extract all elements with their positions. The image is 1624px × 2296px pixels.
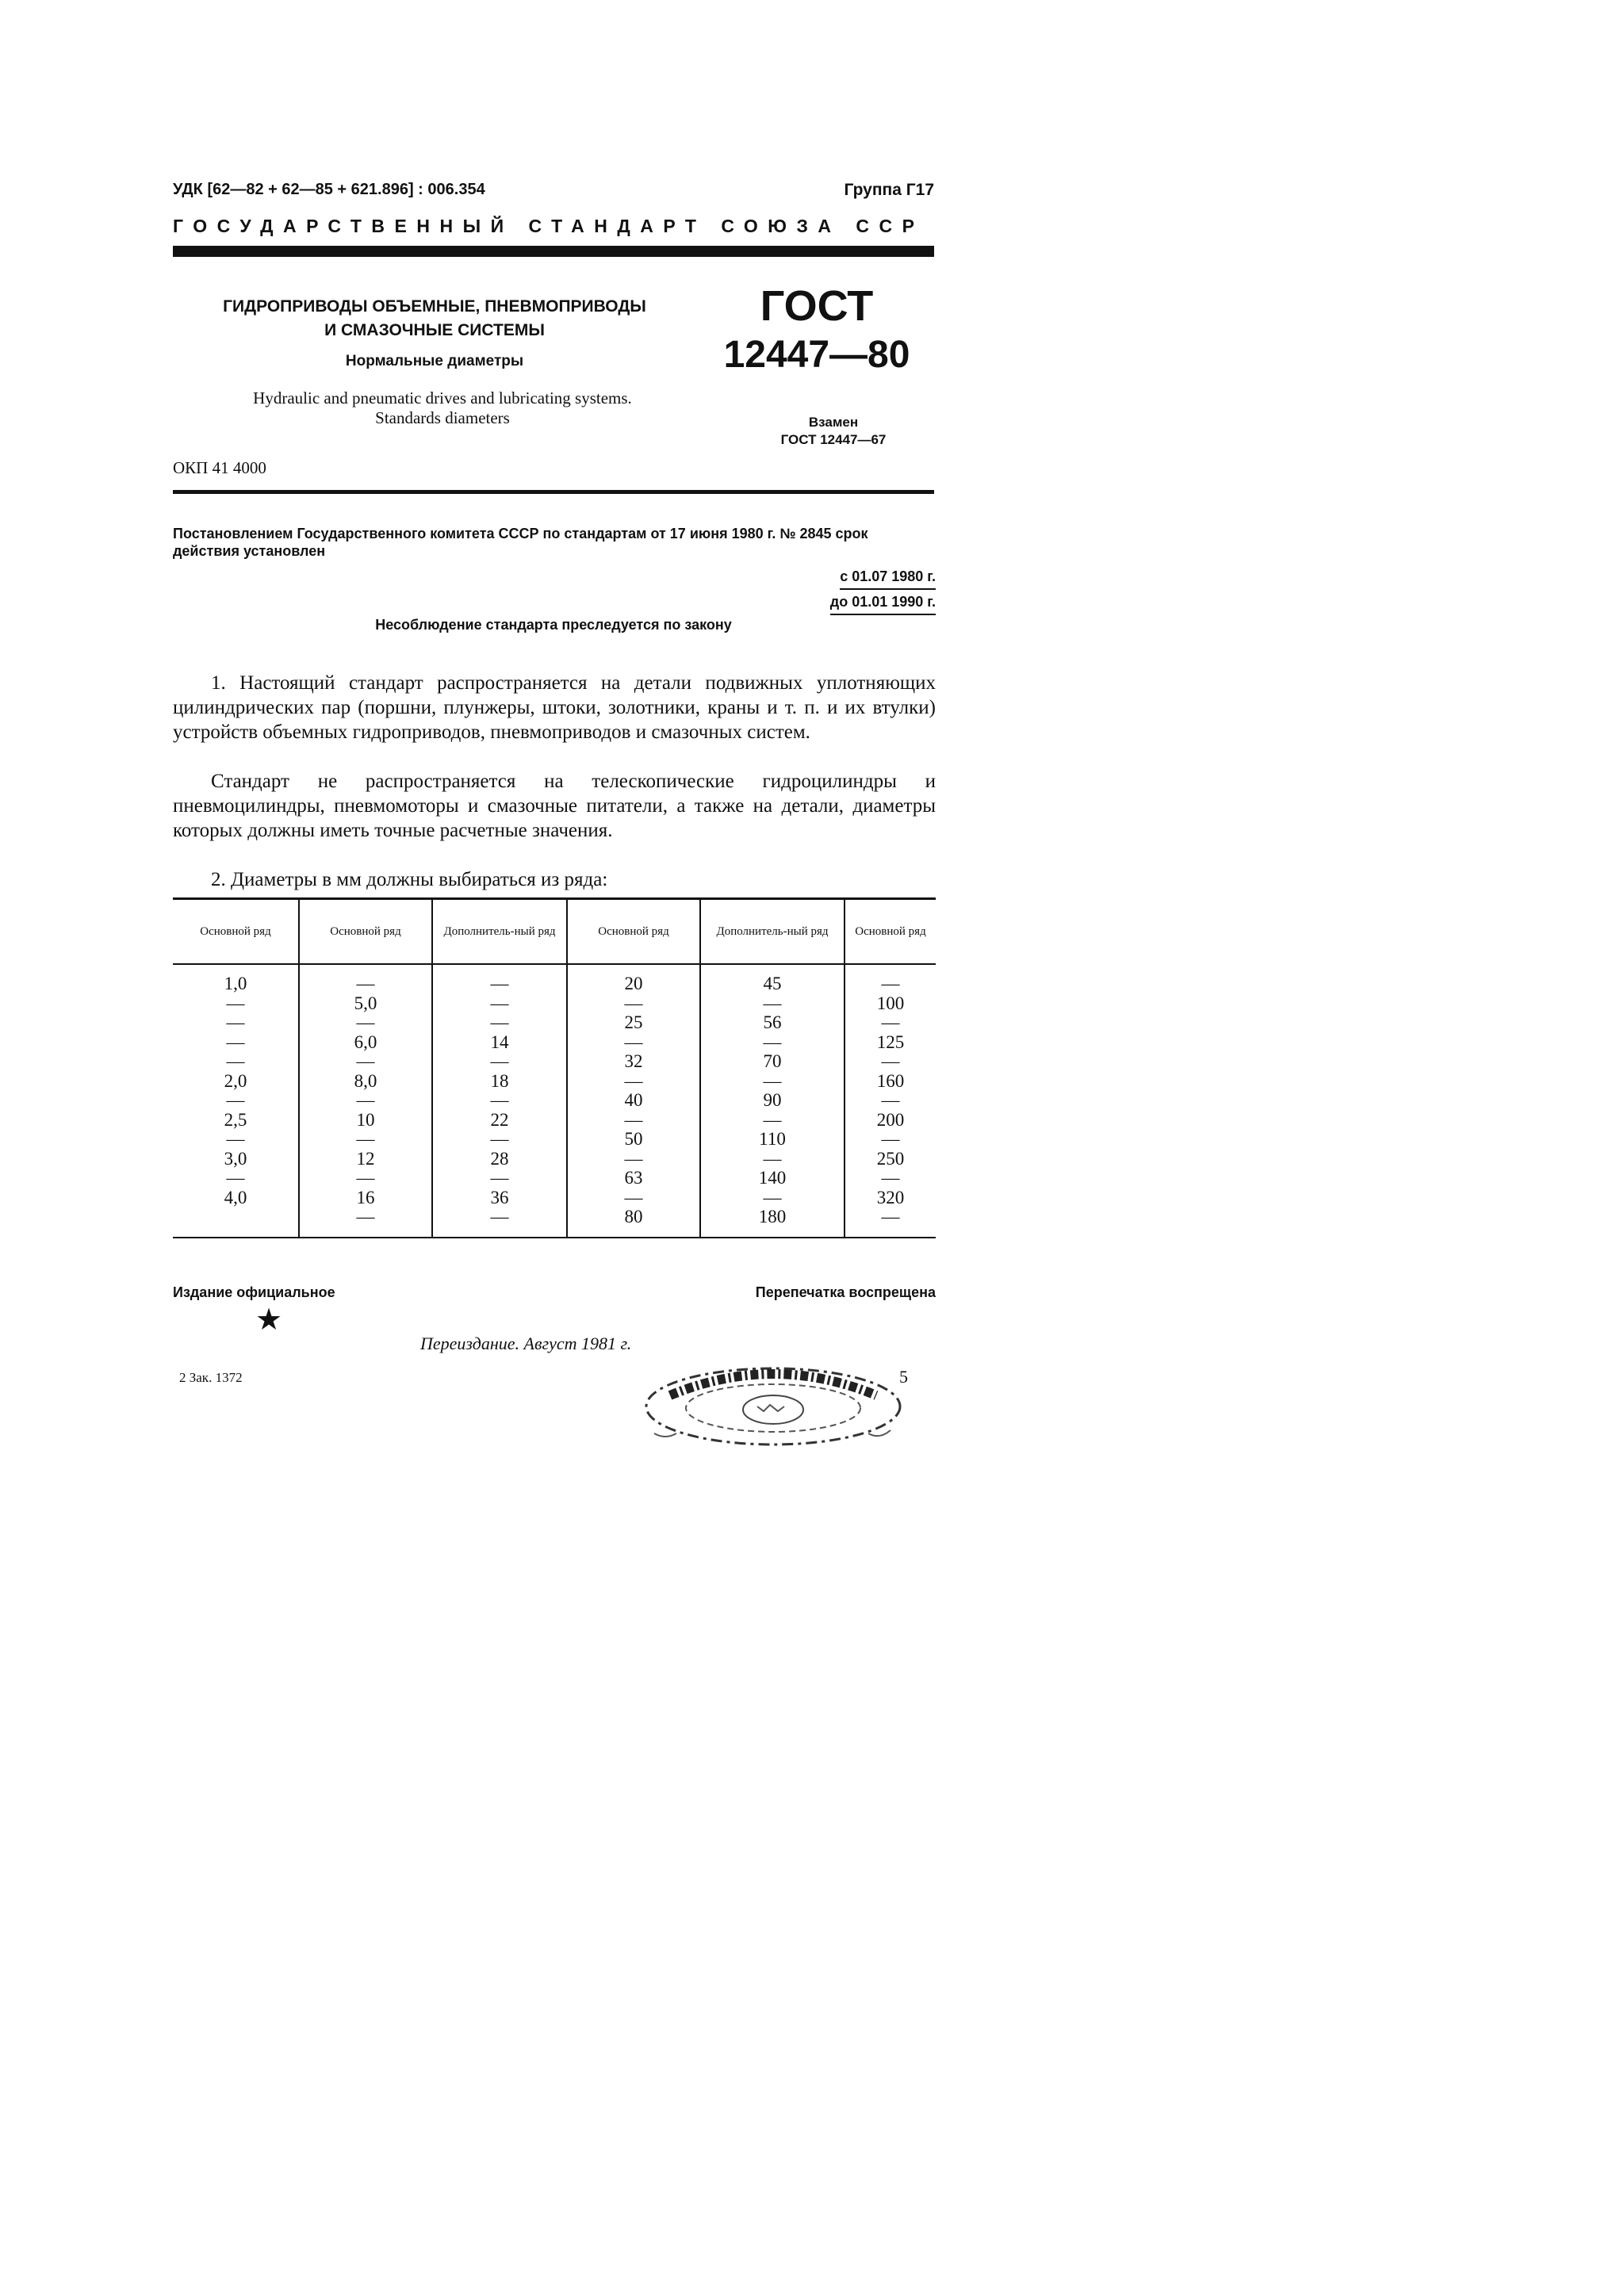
table-cell-value: — [490,1129,509,1149]
table-cell-value: — [226,1090,245,1110]
english-title-line-2: Standards diameters [375,408,510,427]
document-subtitle: Нормальные диаметры [345,353,524,369]
table-cell-value: — [624,1070,643,1091]
table-cell-value: — [356,974,375,993]
table-cell-value: 28 [490,1148,509,1169]
table-column-cell [173,964,299,1238]
table-cell-value: — [490,1207,509,1226]
table-row [173,964,936,1238]
title-line-1: ГИДРОПРИВОДЫ ОБЪЕМНЫЕ, ПНЕВМОПРИВОДЫ [223,297,646,316]
table-column-cell [845,964,936,1238]
gost-label: ГОСТ [760,282,874,330]
table-cell-value: 70 [763,1051,782,1071]
table-cell-value: 80 [624,1207,643,1226]
table-cell-value: 18 [490,1070,509,1091]
table-cell-value: — [226,1168,245,1188]
table-cell-value: — [881,1168,900,1188]
table-cell-value: — [490,1012,509,1032]
table-cell-value: — [763,993,782,1013]
replaces-block [730,414,937,449]
table-column-cell [567,964,700,1238]
table-cell-value: — [624,1187,643,1207]
table-cell-value: — [226,993,245,1013]
violation-notice: Несоблюдение стандарта преследуется по закону [375,617,732,633]
validity-dates [761,564,936,615]
table-column-cell [299,964,432,1238]
english-title [173,388,712,428]
column-header: Основной ряд [299,899,432,965]
table-cell-value: — [356,1090,375,1110]
table-cell-value: — [624,1148,643,1169]
group-code: Группа Г17 [844,181,934,199]
order-number: 2 Зак. 1372 [179,1370,243,1385]
table-cell-value: 20 [624,974,643,993]
table-cell-value: — [881,1129,900,1149]
table-cell-value: 8,0 [354,1070,377,1091]
table-cell-value: 125 [876,1031,905,1052]
table-cell-value: — [226,1051,245,1071]
table-cell-value: 16 [356,1187,375,1207]
table-cell-value: 90 [763,1090,782,1110]
table-cell-value: 50 [624,1129,643,1149]
state-standard-banner: ГОСУДАРСТВЕННЫЙ СТАНДАРТ СОЮЗА ССР [173,216,925,236]
table-cell-value: 25 [624,1012,643,1032]
table-cell-value: 1,0 [224,974,247,993]
table-cell-value: 40 [624,1090,643,1110]
table-cell-value: 22 [490,1109,509,1130]
table-cell-value: 56 [763,1012,782,1032]
table-cell-value: 5,0 [354,993,377,1013]
page-number: 5 [899,1367,908,1387]
table-cell-value: — [763,1031,782,1052]
table-cell-value: — [226,1129,245,1149]
table-cell-value: — [490,1168,509,1188]
title-divider [173,490,934,494]
replaces-label: Взамен [808,415,859,430]
library-stamp-icon [638,1357,908,1452]
table-cell-value: — [881,974,900,993]
table-cell-value: 320 [876,1187,905,1207]
reissue-note: Переиздание. Август 1981 г. [420,1334,632,1353]
table-cell-value: 100 [876,993,905,1013]
table-cell-value: 180 [758,1207,787,1226]
diameters-table [173,897,936,1238]
table-cell-value: 250 [876,1148,905,1169]
table-cell-value: — [881,1090,900,1110]
paragraph-2: Стандарт не распространяется на телескопические гидроцилиндры и пневмоцилиндры, пневмомоторы и смазочные питатели, а также на детали, диаметры которых должны иметь точные расчетные значения. [173,771,936,841]
table-cell-value: 12 [356,1148,375,1169]
table-column-cell [700,964,845,1238]
gost-number: 12447—80 [723,334,910,376]
table-cell-value: — [490,1090,509,1110]
table-cell-value: — [490,993,509,1013]
table-cell-value: 4,0 [224,1187,247,1207]
table-cell-value: — [763,1070,782,1091]
table-cell-value: 110 [759,1129,786,1149]
table-cell-value: — [624,1031,643,1052]
table-cell-value: — [763,1187,782,1207]
replaces-value: ГОСТ 12447—67 [780,432,887,447]
header-divider [173,246,934,257]
paragraph-1: 1. Настоящий стандарт распространяется на детали подвижных уплотняющих цилиндрических пар (поршни, плунжеры, штоки, золотники, краны и т. п. и их втулки) устройств объемных гидроприводов, пневмоприводов и смазочных систем. [173,672,936,743]
table-cell-value: 36 [490,1187,509,1207]
table-cell-value: 2,0 [224,1070,247,1091]
title-line-2: И СМАЗОЧНЫЕ СИСТЕМЫ [324,321,545,339]
table-column-cell [432,964,567,1238]
english-title-line-1: Hydraulic and pneumatic drives and lubricating systems. [253,388,632,408]
table-cell-value: — [490,1051,509,1071]
table-cell-value: — [881,1012,900,1032]
table-cell-value: — [356,1207,375,1226]
star-icon: ★ [255,1303,283,1337]
table-cell-value: — [624,1109,643,1130]
table-cell-value: 200 [876,1109,905,1130]
table-cell-value: 45 [763,974,782,993]
valid-from: с 01.07 1980 г. [840,564,936,590]
table-cell-value: 140 [758,1168,787,1188]
edition-label: Издание официальное [173,1284,335,1300]
table-cell-value: 32 [624,1051,643,1071]
table-cell-value: — [356,1168,375,1188]
table-cell-value: 6,0 [354,1031,377,1052]
table-cell-value: 160 [876,1070,905,1091]
table-cell-value: — [763,1109,782,1130]
column-header: Основной ряд [845,899,936,965]
table-cell-value: 10 [356,1109,375,1130]
table-cell-value: — [356,1051,375,1071]
table-cell-value: — [490,974,509,993]
decree-text: Постановлением Государственного комитета СССР по стандартам от 17 июня 1980 г. № 2845 срок действия установлен [173,526,868,559]
table-cell-value: — [356,1012,375,1032]
table-cell-value: 63 [624,1168,643,1188]
udk-code: УДК [62—82 + 62—85 + 621.896] : 006.354 [173,181,485,198]
table-cell-value: — [881,1051,900,1071]
document-title [205,295,665,342]
paragraph-3: 2. Диаметры в мм должны выбираться из ряда: [211,869,608,890]
table-cell-value: — [881,1207,900,1226]
column-header: Основной ряд [173,899,299,965]
table-cell-value: — [226,1012,245,1032]
column-header: Дополнитель-ный ряд [700,899,845,965]
table-cell-value: — [763,1148,782,1169]
reprint-notice: Перепечатка воспрещена [755,1284,936,1300]
okp-code: ОКП 41 4000 [173,458,266,477]
valid-to: до 01.01 1990 г. [830,590,936,615]
table-cell-value: 2,5 [224,1109,247,1130]
column-header: Основной ряд [567,899,700,965]
table-cell-value: — [226,1031,245,1052]
table-cell-value: — [356,1129,375,1149]
table-cell-value: — [624,993,643,1013]
table-cell-value: 14 [490,1031,509,1052]
table-header-row [173,899,936,965]
table-cell-value: 3,0 [224,1148,247,1169]
column-header: Дополнитель-ный ряд [432,899,567,965]
